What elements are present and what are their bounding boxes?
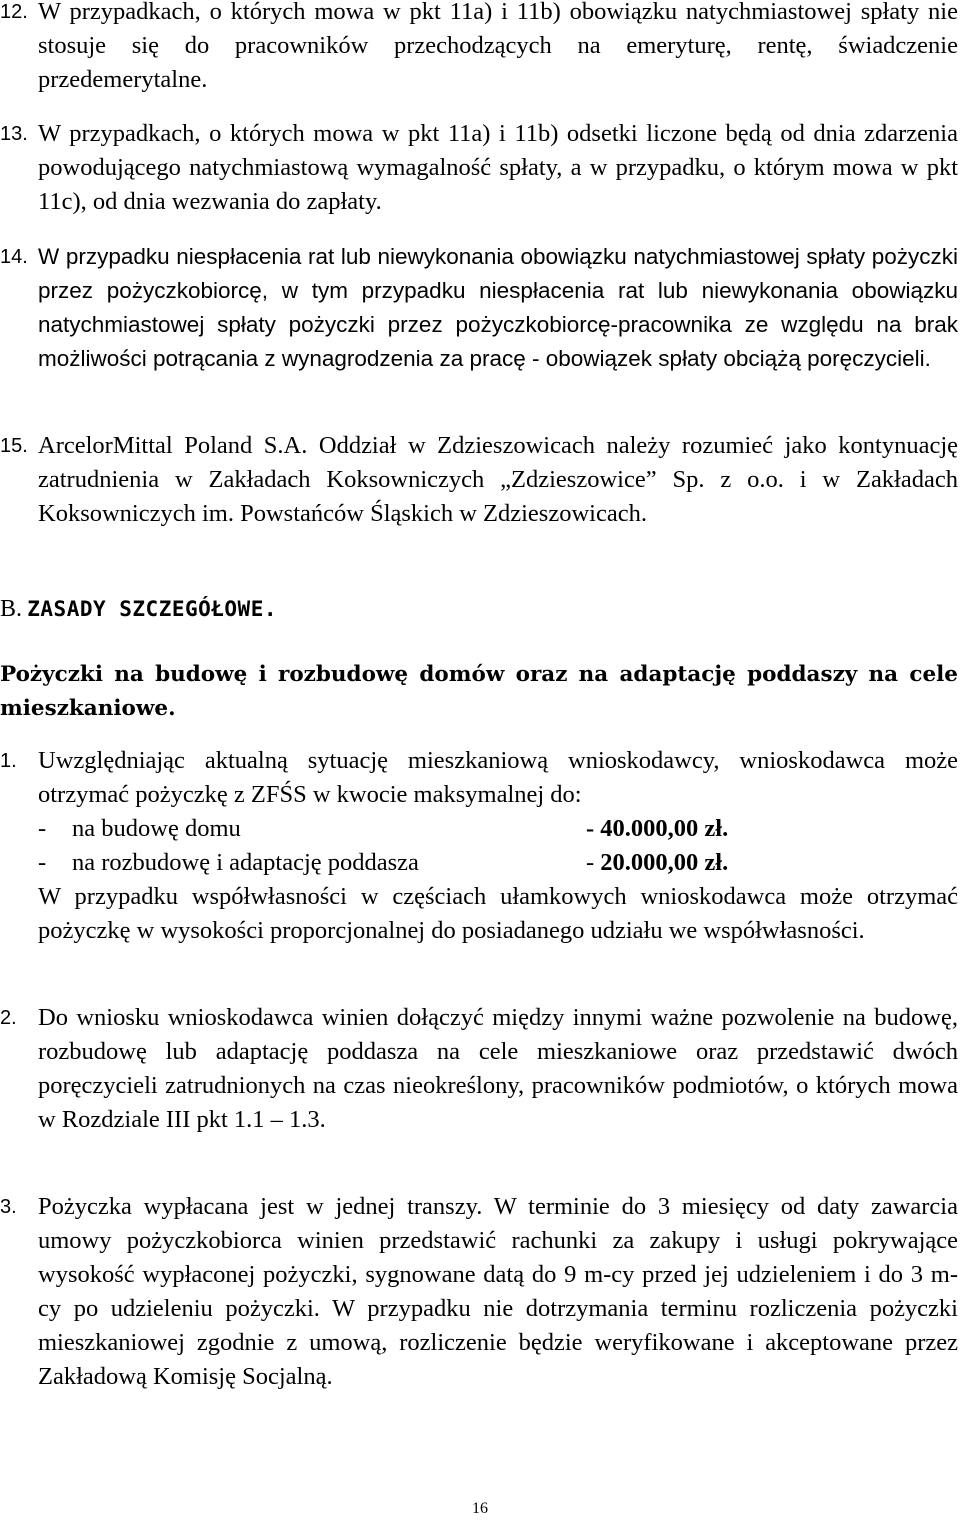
point-number: 2. <box>0 1007 17 1029</box>
list-item-13 <box>0 117 958 219</box>
amount-dash: - <box>586 815 595 842</box>
list-item-12 <box>0 0 958 97</box>
amount-row-extension <box>38 846 958 880</box>
section-heading <box>0 594 277 624</box>
point-1 <box>0 744 958 948</box>
page-number: 16 <box>472 1500 488 1517</box>
section-title: ZASADY SZCZEGÓŁOWE. <box>27 597 277 621</box>
item-number: 15. <box>0 435 28 457</box>
point-text: Pożyczka wypłacana jest w jednej transzy. W terminie do 3 miesięcy od daty zawarcia umowy pożyczkobiorca winien przedstawić rachunki za zakupy i usługi pokrywające wysokość wypłaconej pożyczki, sygnowane datą do 9 m-cy przed jej udzieleniem i do 3 m-cy po udzieleniu pożyczki. W przypadku nie dotrzymania terminu rozliczenia pożyczki mieszkaniowej zgodnie z umową, rozliczenie będzie weryfikowane i akceptowane przez Zakładową Komisję Socjalną. <box>38 1193 958 1390</box>
amount-value: 40.000,00 zł. <box>600 815 729 842</box>
list-item-14 <box>0 240 958 376</box>
amount-value: 20.000,00 zł. <box>600 849 729 876</box>
point-text: Do wniosku wnioskodawca winien dołączyć między innymi ważne pozwolenie na budowę, rozbudowę lub adaptację poddasza na cele mieszkaniowe oraz przedstawić dwóch poręczycieli zatrudnionych na czas nieokreślony, pracowników podmiotów, o których mowa w Rozdziale III pkt 1.1 – 1.3. <box>38 1004 958 1133</box>
item-text: W przypadku niespłacenia rat lub niewykonania obowiązku natychmiastowej spłaty pożyczki przez pożyczkobiorcę, w tym przypadku niespłacenia rat lub niewykonania obowiązku natychmiastowej spłaty pożyczki przez pożyczkobiorcę-pracownika ze względu na brak możliwości potrącania z wynagrodzenia za pracę - obowiązek spłaty obciążą poręczycieli. <box>38 244 958 371</box>
subheading: Pożyczki na budowę i rozbudowę domów oraz na adaptację poddaszy na cele mieszkaniowe. <box>0 662 958 721</box>
item-number: 12. <box>0 1 28 23</box>
point-body <box>38 744 958 948</box>
amount-row-build <box>38 812 958 846</box>
row-label: na rozbudowę i adaptację poddasza <box>72 849 419 876</box>
row-dash: - <box>38 849 47 876</box>
item-number: 13. <box>0 123 28 145</box>
point-outro: W przypadku współwłasności w częściach ułamkowych wnioskodawca może otrzymać pożyczkę w wysokości proporcjonalnej do posiadanego udziału we współwłasności. <box>38 883 958 944</box>
row-label: na budowę domu <box>72 815 241 842</box>
item-text: ArcelorMittal Poland S.A. Oddział w Zdzieszowicach należy rozumieć jako kontynuację zatrudnienia w Zakładach Koksowniczych „Zdzieszowice” Sp. z o.o. i w Zakładach Koksowniczych im. Powstańców Śląskich w Zdzieszowicach. <box>38 432 958 527</box>
item-number: 14. <box>0 246 28 268</box>
point-2 <box>0 1001 958 1137</box>
item-text: W przypadkach, o których mowa w pkt 11a) i 11b) obowiązku natychmiastowej spłaty nie stosuje się do pracowników przechodzących na emeryturę, rentę, świadczenie przedemerytalne. <box>38 0 958 93</box>
list-item-15 <box>0 429 958 531</box>
point-3 <box>0 1190 958 1394</box>
point-intro: Uwzględniając aktualną sytuację mieszkaniową wnioskodawcy, wnioskodawca może otrzymać pożyczkę z ZFŚS w kwocie maksymalnej do: <box>38 747 958 808</box>
row-amount <box>586 846 728 880</box>
point-number: 1. <box>0 750 17 772</box>
amount-dash: - <box>586 849 595 876</box>
item-text: W przypadkach, o których mowa w pkt 11a) i 11b) odsetki liczone będą od dnia zdarzenia powodującego natychmiastową wymagalność spłaty, a w przypadku, o którym mowa w pkt 11c), od dnia wezwania do zapłaty. <box>38 120 958 215</box>
row-amount <box>586 812 728 846</box>
row-dash: - <box>38 815 47 842</box>
section-letter: B. <box>0 596 23 622</box>
point-number: 3. <box>0 1196 17 1218</box>
